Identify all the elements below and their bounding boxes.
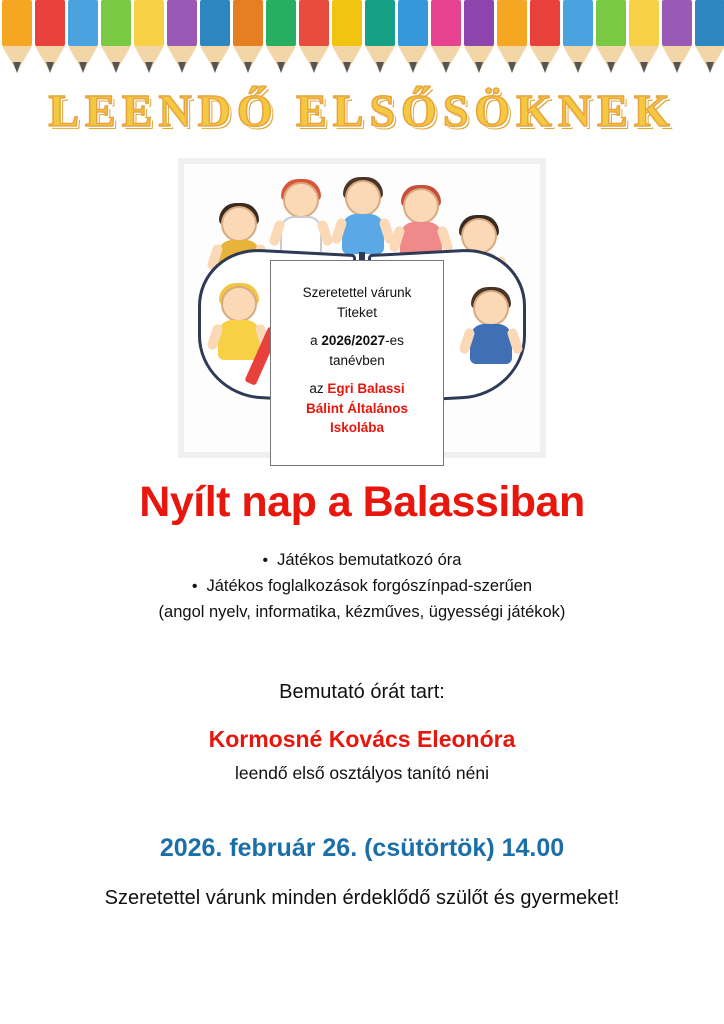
caption-year-prefix: a [310, 333, 322, 349]
torso [218, 320, 260, 360]
pencil-lead [409, 62, 417, 73]
caption-az: az [309, 381, 328, 397]
caption-line-4: tanévben [329, 352, 385, 368]
pencil-body [596, 0, 626, 46]
pencil-lead [607, 62, 615, 73]
pencil-body [563, 0, 593, 46]
pencil-lead [376, 62, 384, 73]
pencil-lead [112, 62, 120, 73]
pencil-lead [244, 62, 252, 73]
pencil-body [431, 0, 461, 46]
invitation-caption-box [270, 260, 444, 466]
caption-line-1: Szeretettel várunk [302, 285, 412, 300]
presenter-intro-label: Bemutató órát tart: [279, 681, 445, 703]
caption-line-2: Titeket [336, 304, 377, 320]
pencil-body [497, 0, 527, 46]
pencil-border-top [0, 0, 724, 86]
caption-school-year: 2026/2027 [321, 333, 386, 349]
event-date: 2026. február 26. (csütörtök) 14.00 [159, 834, 565, 862]
pencil-body [695, 0, 724, 46]
pencil-body [266, 0, 296, 46]
torso [342, 214, 384, 254]
list-item: • Játékos foglalkozások forgószínpad-szerűen [0, 574, 724, 600]
pencil-body [398, 0, 428, 46]
pencil-body [365, 0, 395, 46]
head [473, 290, 509, 326]
pencil-lead [145, 62, 153, 73]
head [221, 206, 257, 242]
pencil-body [134, 0, 164, 46]
pencil-body [167, 0, 197, 46]
pencil-body [68, 0, 98, 46]
pencil-lead [442, 62, 450, 73]
pencil-lead [310, 62, 318, 73]
pencil-lead [178, 62, 186, 73]
pencil-body [35, 0, 65, 46]
pencil-lead [640, 62, 648, 73]
page-title: LEENDŐ ELSŐSÖKNEK [48, 85, 676, 136]
caption-school-year-line [281, 331, 433, 351]
pencil-lead [541, 62, 549, 73]
pencil-body [200, 0, 230, 46]
pencil-lead [574, 62, 582, 73]
pencil-lead [211, 62, 219, 73]
pencil-lead [13, 62, 21, 73]
pencil-body [332, 0, 362, 46]
title-band [0, 84, 724, 137]
list-item: • Játékos bemutatkozó óra [0, 548, 724, 574]
pencil-body [101, 0, 131, 46]
pencil-lead [706, 62, 714, 73]
pencil-lead [46, 62, 54, 73]
pencil-body [299, 0, 329, 46]
program-note: (angol nyelv, informatika, kézműves, ügyességi játékok) [158, 602, 566, 621]
presenter-name: Kormosné Kovács Eleonóra [208, 726, 516, 752]
event-headline: Nyílt nap a Balassiban [139, 478, 585, 526]
pencil-body [233, 0, 263, 46]
head [283, 182, 319, 218]
pencil-body [662, 0, 692, 46]
pencil-lead [79, 62, 87, 73]
pencil-body [530, 0, 560, 46]
head [403, 188, 439, 224]
pencil-lead [508, 62, 516, 73]
pencil-lead [343, 62, 351, 73]
pencil-lead [673, 62, 681, 73]
pencil-body [2, 0, 32, 46]
pencil-lead [475, 62, 483, 73]
pencil-body [464, 0, 494, 46]
closing-message: Szeretettel várunk minden érdeklődő szülőt és gyermeket! [104, 887, 620, 909]
caption-school-name-2: Bálint Általános [305, 400, 408, 416]
caption-year-suffix: -es [385, 333, 404, 349]
pencil-body [629, 0, 659, 46]
event-program-list [0, 548, 724, 625]
caption-line-5 [281, 379, 433, 399]
torso [470, 324, 512, 364]
caption-school-name-3: Iskolába [329, 420, 385, 436]
caption-school-name-1: Egri Balassi [327, 381, 405, 397]
pencil-lead [277, 62, 285, 73]
head [221, 286, 257, 322]
presenter-role: leendő első osztályos tanító néni [235, 763, 489, 783]
pencil-border-bottom [0, 928, 724, 1024]
head [345, 180, 381, 216]
